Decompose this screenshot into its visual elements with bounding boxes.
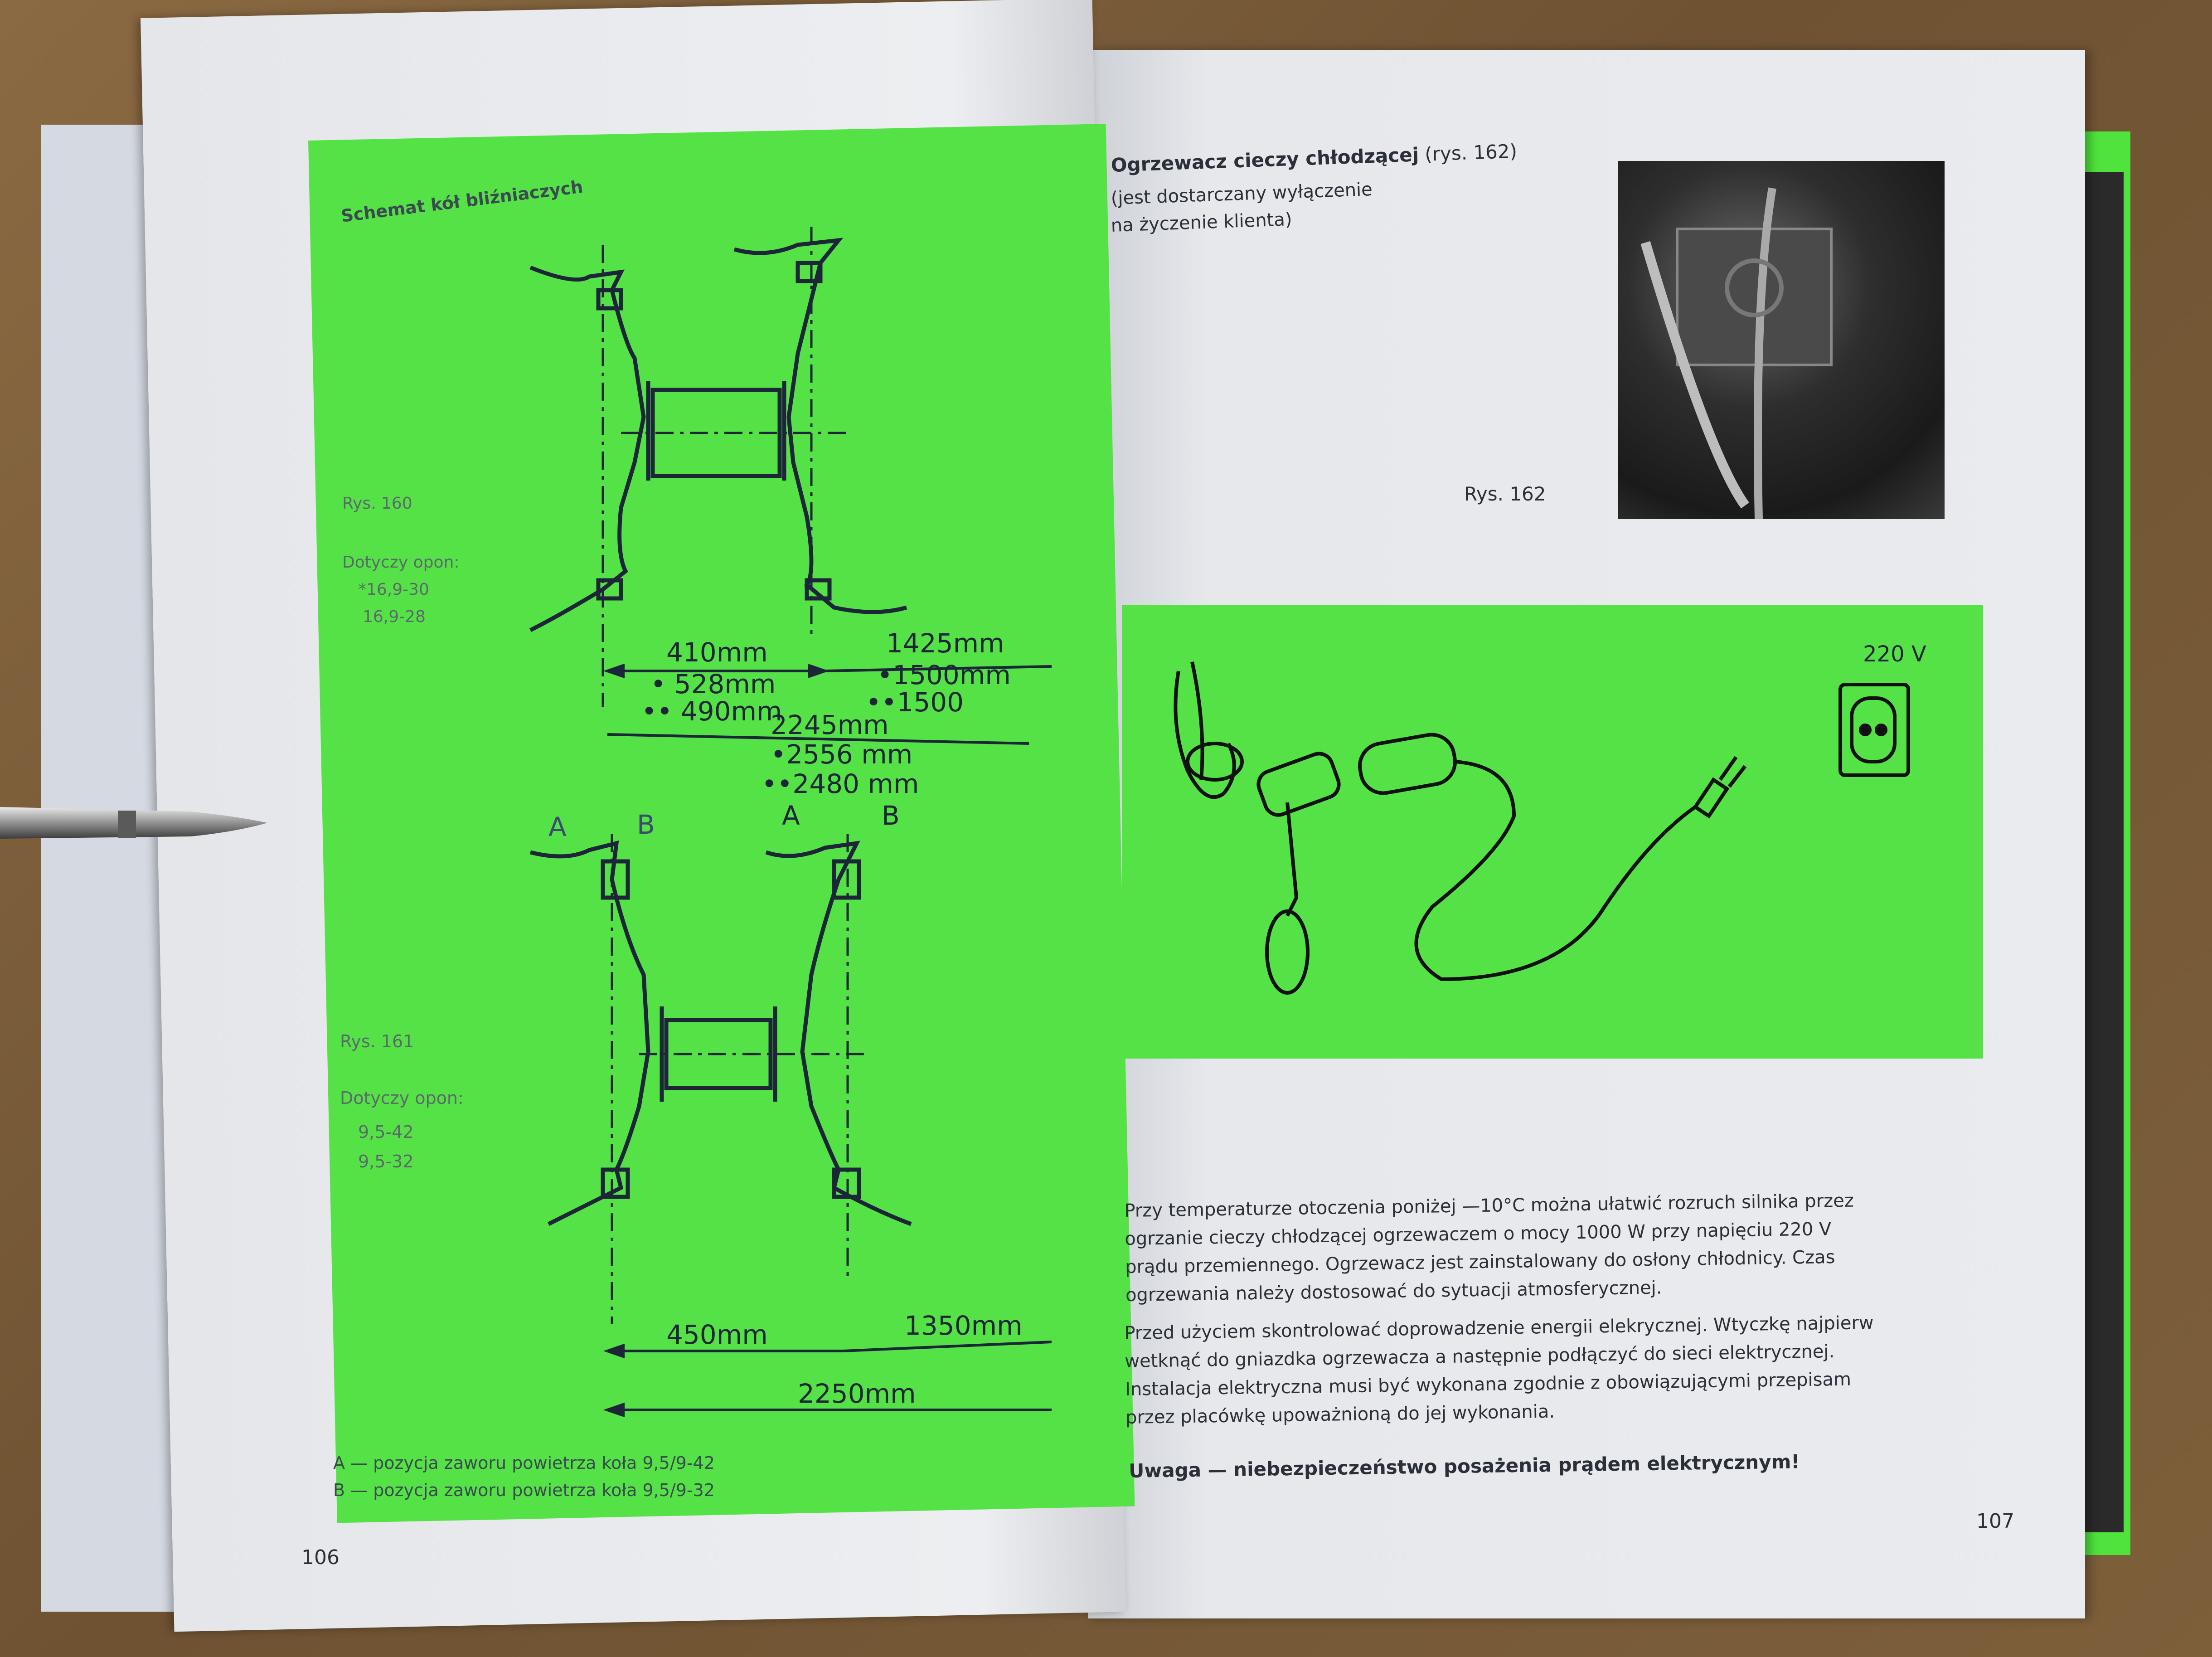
fig160-tyre-2: 16,9-28	[363, 607, 426, 626]
heater-cable-illustration	[1151, 635, 1922, 1043]
para1-line-1: Przy temperaturze otoczenia poniżej —10°C można ułatwić rozruch silnika przez	[1124, 1190, 1854, 1221]
marker-a-left: A	[548, 811, 567, 842]
para2-line-1: Przed użyciem skontrolować doprowadzenie energii elekrycznej. Wtyczkę najpierw	[1124, 1312, 1874, 1344]
warning-text: Uwaga — niebezpieczeństwo posażenia prądem elektrycznym!	[1129, 1450, 1800, 1482]
dim-2250: 2250mm	[798, 1378, 916, 1409]
left-page-heading: Schemat kół bliźniaczych	[340, 176, 584, 226]
para1-line-2: ogrzanie cieczy chłodzącej ogrzewaczem o mocy 1000 W przy napięciu 220 V	[1124, 1219, 1832, 1249]
plug-icon	[1255, 731, 1745, 993]
para1-line-4: ogrzewania należy dostosować do sytuacji atmosferycznej.	[1125, 1277, 1662, 1306]
left-page-number: 106	[301, 1546, 340, 1569]
heading-bold: Ogrzewacz cieczy chłodzącej	[1111, 143, 1419, 176]
fig160-tyres-label: Dotyczy opon:	[342, 553, 460, 572]
marker-b-right: B	[882, 800, 900, 831]
legend-b: B — pozycja zaworu powietrza koła 9,5/9-32	[333, 1480, 715, 1500]
dim-490: •• 490mm	[641, 696, 782, 727]
para2-line-4: przez placówkę upoważnioną do jej wykonania.	[1125, 1401, 1555, 1428]
fig161-tyres-label: Dotyczy opon:	[340, 1088, 464, 1108]
fig161-tyre-2: 9,5-32	[358, 1152, 414, 1171]
right-page-number: 107	[1976, 1510, 2014, 1533]
dim-2480: ••2480 mm	[762, 768, 919, 799]
dim-1500b: ••1500	[866, 687, 964, 718]
paragraph-1	[1124, 1184, 2023, 1309]
para2-line-2: wetknąć do gniazdka ogrzewacza a następnie podłączyć do sieci elektrycznej.	[1124, 1341, 1835, 1372]
fig161-label: Rys. 161	[340, 1031, 414, 1051]
paragraph-2	[1124, 1307, 2023, 1432]
dim-1350: 1350mm	[904, 1310, 1023, 1341]
dim-1500a: •1500mm	[877, 660, 1011, 690]
dim-410: 410mm	[666, 637, 768, 668]
fig162-photo	[1618, 161, 1945, 519]
dim-528: • 528mm	[650, 669, 776, 700]
heater-icon	[1175, 662, 1242, 797]
fig160-tyre-1: *16,9-30	[358, 580, 429, 599]
marker-a-right: A	[782, 800, 800, 831]
fig161-tyre-1: 9,5-42	[358, 1122, 414, 1142]
right-subheading-2: na życzenie klienta)	[1111, 209, 1293, 236]
dim-450: 450mm	[666, 1319, 768, 1350]
para2-line-3: Instalacja elektryczna musi być wykonana zgodnie z obowiązującymi przepisam	[1125, 1369, 1852, 1400]
heading-ref: (rys. 162)	[1424, 140, 1518, 165]
fig162-label: Rys. 162	[1464, 483, 1546, 505]
socket-icon	[1840, 685, 1908, 775]
legend-a: A — pozycja zaworu powietrza koła 9,5/9-42	[333, 1453, 715, 1473]
marker-b-left: B	[637, 809, 655, 840]
dim-2245: 2245mm	[771, 709, 889, 740]
pen-icon	[0, 798, 272, 848]
fig160-label: Rys. 160	[342, 494, 412, 513]
para1-line-3: prądu przemiennego. Ogrzewacz jest zainstalowany do osłony chłodnicy. Czas	[1125, 1247, 1835, 1278]
photo-detail	[1618, 161, 1945, 519]
voltage-label: 220 V	[1863, 641, 1926, 667]
dim-2556: •2556 mm	[771, 739, 913, 770]
right-subheading-1: (jest dostarczany wyłączenie	[1111, 179, 1373, 209]
dim-1425: 1425mm	[886, 628, 1004, 659]
